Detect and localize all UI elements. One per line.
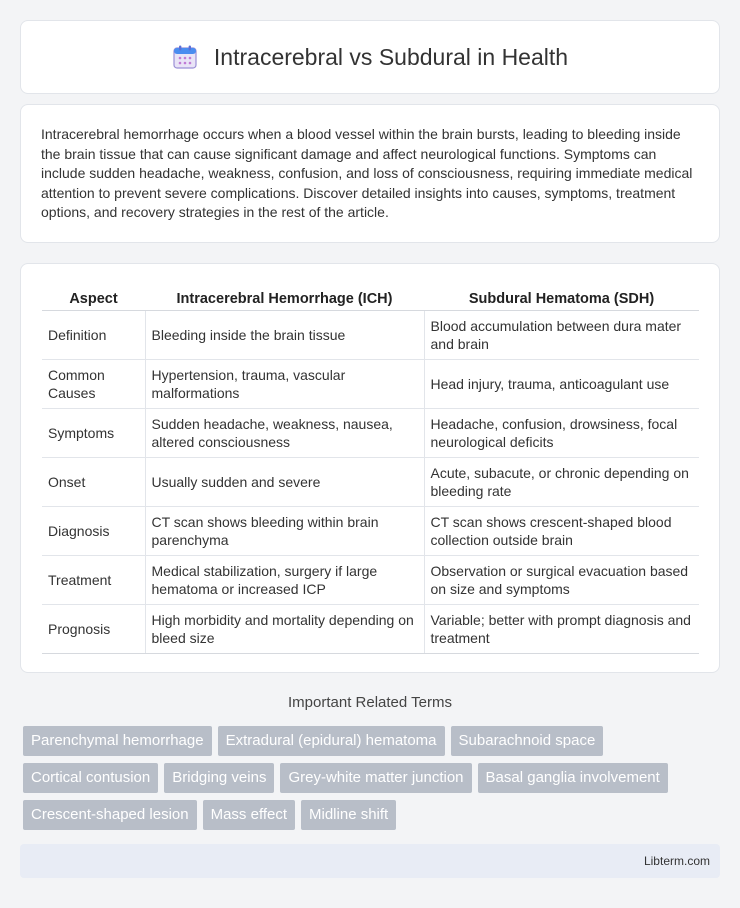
footer-site-link[interactable]: Libterm.com [643, 854, 710, 868]
page-title: Intracerebral vs Subdural in Health [213, 43, 569, 70]
row-aspect: Onset [42, 457, 145, 506]
row-ich-value: High morbidity and mortality depending on bleed size [145, 604, 424, 653]
row-aspect: Treatment [42, 555, 145, 604]
row-aspect: Symptoms [42, 408, 145, 457]
table-header-row [42, 284, 699, 310]
row-sdh-value: Variable; better with prompt diagnosis and treatment [424, 604, 699, 653]
row-sdh-value: Observation or surgical evacuation based on size and symptoms [424, 555, 699, 604]
intro-card [20, 104, 720, 243]
row-aspect: Definition [42, 310, 145, 359]
related-term-tag[interactable]: Mass effect [203, 800, 295, 830]
related-term-tag[interactable]: Subarachnoid space [451, 726, 604, 756]
title-card [20, 20, 720, 94]
table-row [42, 359, 699, 408]
row-aspect: Diagnosis [42, 506, 145, 555]
row-aspect: Common Causes [42, 359, 145, 408]
table-row [42, 604, 699, 653]
row-ich-value: Sudden headache, weakness, nausea, altered consciousness [145, 408, 424, 457]
related-term-tag[interactable]: Extradural (epidural) hematoma [218, 726, 445, 756]
table-row [42, 555, 699, 604]
table-row [42, 506, 699, 555]
table-row [42, 310, 699, 359]
related-term-tag[interactable]: Parenchymal hemorrhage [23, 726, 212, 756]
comparison-table-card [20, 263, 720, 673]
header-aspect: Aspect [42, 284, 145, 310]
row-sdh-value: Headache, confusion, drowsiness, focal neurological deficits [424, 408, 699, 457]
row-sdh-value: Acute, subacute, or chronic depending on bleeding rate [424, 457, 699, 506]
row-ich-value: Usually sudden and severe [145, 457, 424, 506]
header-sdh: Subdural Hematoma (SDH) [424, 284, 699, 310]
row-sdh-value: CT scan shows crescent-shaped blood collection outside brain [424, 506, 699, 555]
row-ich-value: Hypertension, trauma, vascular malformations [145, 359, 424, 408]
related-terms-heading: Important Related Terms [288, 694, 452, 711]
footer [20, 844, 720, 878]
row-sdh-value: Blood accumulation between dura mater and brain [424, 310, 699, 359]
related-term-tag[interactable]: Grey-white matter junction [280, 763, 471, 793]
row-ich-value: Medical stabilization, surgery if large hematoma or increased ICP [145, 555, 424, 604]
related-term-tag[interactable]: Crescent-shaped lesion [23, 800, 197, 830]
row-sdh-value: Head injury, trauma, anticoagulant use [424, 359, 699, 408]
related-term-tag[interactable]: Basal ganglia involvement [478, 763, 668, 793]
comparison-table [42, 284, 699, 654]
header-ich: Intracerebral Hemorrhage (ICH) [145, 284, 424, 310]
related-term-tag[interactable]: Bridging veins [164, 763, 274, 793]
table-row [42, 457, 699, 506]
related-terms-list [23, 726, 723, 830]
calendar-icon [172, 44, 198, 70]
row-ich-value: CT scan shows bleeding within brain parenchyma [145, 506, 424, 555]
row-ich-value: Bleeding inside the brain tissue [145, 310, 424, 359]
related-term-tag[interactable]: Midline shift [301, 800, 396, 830]
related-term-tag[interactable]: Cortical contusion [23, 763, 158, 793]
table-row [42, 408, 699, 457]
intro-paragraph: Intracerebral hemorrhage occurs when a blood vessel within the brain bursts, leading to bleeding inside the brain tissue that can cause significant damage and affect neurological functions. Symptoms can include sudden headache, weakness, confusion, and loss of consciousness, requiring immediate medical attention to prevent severe complications. Discover detailed insights into causes, symptoms, treatment options, and recovery strategies in the rest of the article. [41, 126, 693, 221]
row-aspect: Prognosis [42, 604, 145, 653]
